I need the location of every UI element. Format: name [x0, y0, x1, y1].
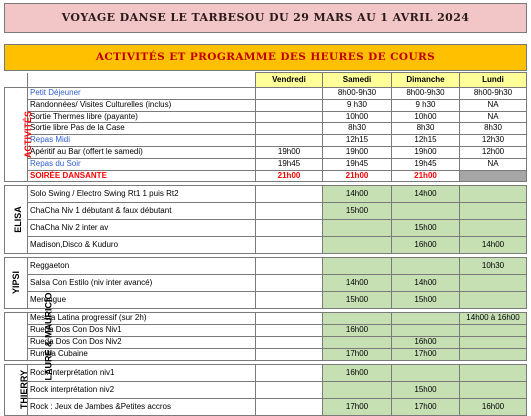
activity-label: Rock interprétation niv2: [28, 381, 256, 398]
activity-label: SOIRÉE DANSANTE: [28, 170, 256, 182]
cell-samedi: 21h00: [323, 170, 392, 182]
section-label-yipsi: [5, 258, 28, 309]
cell-samedi: [323, 258, 392, 275]
activity-label: ChaCha Niv 2 inter av: [28, 220, 256, 237]
section-label-text: YIPSI: [11, 271, 22, 295]
table-row: [5, 348, 527, 360]
cell-dimanche: 8h00-9h30: [392, 88, 460, 100]
activity-label: Petit Déjeuner: [28, 88, 256, 100]
cell-vendredi: 21h00: [256, 170, 323, 182]
cell-lundi: NA: [460, 158, 527, 170]
cell-samedi: 9 h30: [323, 99, 392, 111]
cell-vendredi: [256, 237, 323, 254]
cell-dimanche: [392, 364, 460, 381]
cell-samedi: 8h00-9h30: [323, 88, 392, 100]
cell-dimanche: [392, 325, 460, 337]
table-row: [5, 237, 527, 254]
cell-samedi: [323, 336, 392, 348]
activity-label: Rueda Dos Con Dos Niv1: [28, 325, 256, 337]
activity-label: Rumba Cubaine: [28, 348, 256, 360]
cell-lundi: 8h00-9h30: [460, 88, 527, 100]
cell-lundi: [460, 170, 527, 182]
cell-dimanche: 14h00: [392, 186, 460, 203]
cell-samedi: 19h00: [323, 146, 392, 158]
cell-lundi: [460, 336, 527, 348]
cell-lundi: 8h30: [460, 123, 527, 135]
cell-samedi: 15h00: [323, 203, 392, 220]
table-row: [5, 99, 527, 111]
cell-lundi: 14h00 à 16h00: [460, 313, 527, 325]
cell-dimanche: 8h30: [392, 123, 460, 135]
section-label-thierry: [5, 364, 28, 415]
cell-lundi: [460, 364, 527, 381]
cell-dimanche: 16h00: [392, 336, 460, 348]
cell-dimanche: 16h00: [392, 237, 460, 254]
cell-samedi: 8h30: [323, 123, 392, 135]
table-row: [5, 275, 527, 292]
cell-samedi: 16h00: [323, 364, 392, 381]
cell-lundi: [460, 292, 527, 309]
cell-dimanche: [392, 258, 460, 275]
cell-samedi: 14h00: [323, 275, 392, 292]
table-row: [5, 258, 527, 275]
cell-vendredi: [256, 313, 323, 325]
cell-samedi: 17h00: [323, 398, 392, 415]
activity-label: Rueda Dos Con Dos Niv2: [28, 336, 256, 348]
cell-lundi: [460, 381, 527, 398]
cell-lundi: [460, 186, 527, 203]
cell-lundi: [460, 275, 527, 292]
cell-samedi: 19h45: [323, 158, 392, 170]
activity-label: Reggaeton: [28, 258, 256, 275]
cell-vendredi: [256, 275, 323, 292]
header-empty: [28, 73, 256, 88]
activity-label: Mescla Latina progressif (sur 2h): [28, 313, 256, 325]
cell-dimanche: 14h00: [392, 275, 460, 292]
cell-vendredi: [256, 203, 323, 220]
cell-samedi: [323, 220, 392, 237]
table-row: [5, 292, 527, 309]
activity-label: Randonnées/ Visites Culturelles (inclus): [28, 99, 256, 111]
cell-samedi: [323, 237, 392, 254]
cell-dimanche: 19h45: [392, 158, 460, 170]
activity-label: ChaCha Niv 1 débutant & faux débutant: [28, 203, 256, 220]
cell-dimanche: 10h00: [392, 111, 460, 123]
activity-label: Rock Interprétation niv1: [28, 364, 256, 381]
section-label-elisa: [5, 186, 28, 254]
cell-dimanche: 21h00: [392, 170, 460, 182]
section-label-text: THIERRY: [19, 369, 30, 409]
section-label-text: ACTIVITÉS: [23, 110, 34, 158]
activity-label: Merengue: [28, 292, 256, 309]
column-header-lundi: Lundi: [460, 73, 527, 88]
cell-lundi: [460, 203, 527, 220]
table-row: [5, 158, 527, 170]
column-header-samedi: Samedi: [323, 73, 392, 88]
cell-samedi: [323, 313, 392, 325]
cell-vendredi: 19h45: [256, 158, 323, 170]
table-row: [5, 398, 527, 415]
cell-vendredi: [256, 220, 323, 237]
cell-vendredi: [256, 135, 323, 147]
table-row: [5, 123, 527, 135]
cell-dimanche: 17h00: [392, 348, 460, 360]
cell-vendredi: [256, 364, 323, 381]
cell-vendredi: [256, 292, 323, 309]
activity-label: Repas du Soir: [28, 158, 256, 170]
cell-lundi: [460, 348, 527, 360]
cell-lundi: [460, 220, 527, 237]
activity-label: Rock : Jeux de Jambes &Petites accros: [28, 398, 256, 415]
column-header-dimanche: Dimanche: [392, 73, 460, 88]
cell-vendredi: [256, 381, 323, 398]
cell-samedi: 15h00: [323, 292, 392, 309]
cell-samedi: 10h00: [323, 111, 392, 123]
activity-label: Repas Midi: [28, 135, 256, 147]
cell-lundi: 12h30: [460, 135, 527, 147]
activity-label: Solo Swing / Electro Swing Rt1 1 puis Rt2: [28, 186, 256, 203]
table-row: [5, 111, 527, 123]
cell-samedi: 17h00: [323, 348, 392, 360]
cell-vendredi: [256, 123, 323, 135]
cell-lundi: 14h00: [460, 237, 527, 254]
cell-lundi: [460, 325, 527, 337]
cell-lundi: NA: [460, 99, 527, 111]
cell-samedi: 16h00: [323, 325, 392, 337]
cell-lundi: 12h00: [460, 146, 527, 158]
cell-dimanche: 9 h30: [392, 99, 460, 111]
column-header-vendredi: Vendredi: [256, 73, 323, 88]
cell-vendredi: [256, 88, 323, 100]
table-row: [5, 135, 527, 147]
schedule-table: [4, 72, 527, 416]
cell-vendredi: [256, 258, 323, 275]
cell-vendredi: [256, 398, 323, 415]
cell-lundi: 16h00: [460, 398, 527, 415]
cell-dimanche: 19h00: [392, 146, 460, 158]
cell-dimanche: [392, 203, 460, 220]
section-label-text: LAURE & MAURICIO: [43, 292, 54, 381]
cell-dimanche: 15h00: [392, 220, 460, 237]
cell-vendredi: [256, 99, 323, 111]
header-empty: [5, 73, 28, 88]
activity-label: Sortie libre Pas de la Case: [28, 123, 256, 135]
cell-vendredi: [256, 186, 323, 203]
cell-dimanche: 15h00: [392, 292, 460, 309]
table-row: [5, 381, 527, 398]
page-subtitle: ACTIVITÉS ET PROGRAMME DES HEURES DE COURS: [4, 44, 527, 71]
cell-vendredi: [256, 325, 323, 337]
cell-vendredi: [256, 336, 323, 348]
section-label-activites: [5, 88, 34, 182]
activity-label: Salsa Con Estilo (niv inter avancé): [28, 275, 256, 292]
table-row: [5, 186, 527, 203]
cell-vendredi: [256, 348, 323, 360]
table-row: [5, 203, 527, 220]
cell-samedi: [323, 381, 392, 398]
section-label-text: ELISA: [12, 206, 23, 233]
table-row: [5, 220, 527, 237]
cell-dimanche: 15h00: [392, 381, 460, 398]
activity-label: Sortie Thermes libre (payante): [28, 111, 256, 123]
table-row: [5, 364, 527, 381]
table-row: [5, 146, 527, 158]
cell-vendredi: 19h00: [256, 146, 323, 158]
cell-lundi: NA: [460, 111, 527, 123]
page-title: VOYAGE DANSE LE TARBESOU DU 29 MARS AU 1 AVRIL 2024: [4, 3, 527, 33]
table-row: [5, 325, 527, 337]
cell-dimanche: 12h15: [392, 135, 460, 147]
activity-label: Madison,Disco & Kuduro: [28, 237, 256, 254]
table-row: [5, 313, 527, 325]
cell-dimanche: [392, 313, 460, 325]
cell-vendredi: [256, 111, 323, 123]
table-header-row: [5, 73, 527, 88]
cell-samedi: 12h15: [323, 135, 392, 147]
cell-dimanche: 17h00: [392, 398, 460, 415]
table-row: [5, 336, 527, 348]
table-row: [5, 88, 527, 100]
table-row: [5, 170, 527, 182]
activity-label: Apéritif au Bar (offert le samedi): [28, 146, 256, 158]
cell-samedi: 14h00: [323, 186, 392, 203]
cell-lundi: 10h30: [460, 258, 527, 275]
